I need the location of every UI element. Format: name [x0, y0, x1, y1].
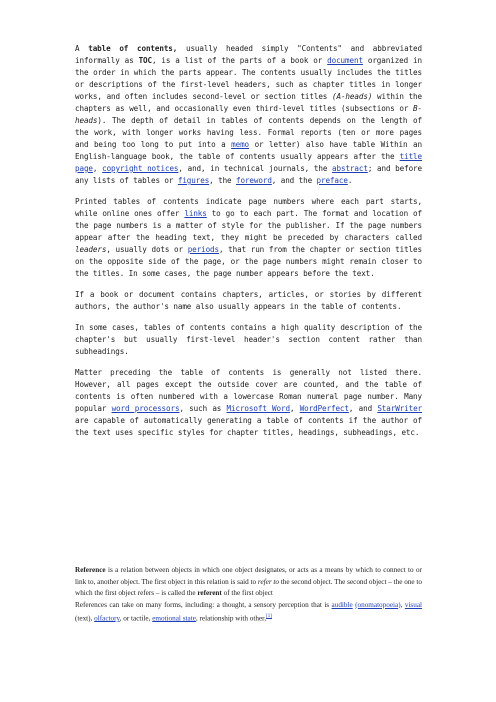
link-foreword[interactable]: foreword	[236, 176, 272, 185]
text-run: , or tactile,	[119, 614, 153, 623]
footnote-link[interactable]: [1]	[266, 614, 272, 619]
link-document[interactable]: document	[327, 56, 363, 65]
text-run: , is a list of the parts of a book or	[151, 56, 328, 65]
link-memo[interactable]: memo	[231, 140, 250, 149]
bold-term: table of contents,	[88, 44, 178, 53]
text-run: Printed tables of contents indicate page numbers where each part starts, while online ones offer	[75, 197, 422, 218]
text-run: , and, in technical journals, the	[178, 164, 333, 173]
text-run: is a relation between objects in which one object designates, or acts as a means by which to connect to or link to, another object. The first object in this relation is said to	[75, 566, 422, 586]
link-wordperfect[interactable]: WordPerfect	[299, 404, 349, 413]
link-emotional-state[interactable]: emotional state	[152, 614, 196, 623]
text-run: ). The depth of detail in tables of contents depends on the length of the work, with longer works having less. Formal reports (ten or more pages and being too long to put into a	[75, 116, 422, 149]
link-abstract[interactable]: abstract	[332, 164, 368, 173]
text-run: usually headed simply "Contents" and abbreviated informally as	[75, 44, 422, 65]
text-run: of the first object	[221, 589, 273, 597]
italic-term: refer to	[257, 577, 280, 586]
text-run: , that run from the chapter or section titles on the opposite side of the page, or the page numbers might remain closer to the titles. In some cases, the page number appears before the text.	[75, 245, 422, 278]
link-links[interactable]: links	[184, 209, 207, 218]
text-run: Matter preceding the table of contents is generally not listed there. However, all pages except the outside cover are counted, and the table of contents is often numbered with a lowercase Roman numeral page number. Many popular	[75, 368, 422, 413]
reference-paragraph-1	[75, 565, 422, 600]
link-audible[interactable]: audible	[331, 600, 353, 609]
link-visual[interactable]: visual	[404, 600, 423, 609]
text-run: within the chapters as well, and occasionally even third-level titles (subsections or	[75, 92, 422, 113]
text-run: (text),	[75, 614, 95, 623]
link-periods[interactable]: periods	[187, 245, 219, 254]
text-run: to go to each part. The format and location of the page numbers is a matter of style for the publisher. If the page numbers appear after the heading text, they might be preceded by characters called	[75, 209, 422, 242]
italic-term: leaders	[75, 245, 107, 254]
text-run: References can take on many forms, including: a thought, a sensory perception that is	[75, 600, 332, 609]
bold-abbreviation: TOC	[138, 56, 152, 65]
link-copyright-notices[interactable]: copyright notices	[102, 164, 179, 173]
text-run: the second object. The second object – the one to which the first object refers – is called the	[75, 577, 422, 597]
text-run: , and	[348, 404, 378, 413]
link-figures[interactable]: figures	[177, 176, 210, 185]
link-preface[interactable]: preface	[316, 176, 348, 185]
bold-term: Reference	[75, 566, 106, 574]
text-run: , usually dots or	[106, 245, 188, 254]
reference-section	[75, 565, 422, 625]
link-olfactory[interactable]: olfactory	[94, 614, 120, 623]
bold-term: referent	[197, 589, 222, 597]
text-run: ,	[92, 164, 103, 173]
toc-section	[75, 43, 422, 448]
text-run: , the	[209, 176, 237, 185]
text-run: organized in the order in which the parts appear. The contents usually includes the titles or descriptions of the first-level headers, such as chapter titles in longer works, and often includes second-level or section titles	[75, 56, 423, 101]
text-run: ,	[400, 600, 405, 609]
text-run: , relationship with other,	[195, 614, 267, 623]
toc-paragraph-2	[75, 196, 422, 280]
toc-paragraph-3: If a book or document contains chapters, articles, or stories by different authors, the author's name also usually appears in the table of contents.	[75, 290, 422, 311]
italic-term: B-heads	[75, 104, 422, 125]
text-run: , and the	[271, 176, 317, 185]
text-run: are capable of automatically generating a table of contents if the author of the text uses specific styles for chapter titles, headings, subheadings, etc.	[75, 416, 422, 437]
text-run: ,	[289, 404, 300, 413]
link-word-processors[interactable]: word processors	[111, 404, 180, 413]
toc-paragraph-5	[75, 367, 422, 439]
text-run: .	[347, 176, 353, 185]
toc-paragraph-4: In some cases, tables of contents contains a high quality description of the chapter's but usually first-level header's section content rather than subheadings.	[75, 323, 422, 356]
link-microsoft-word[interactable]: Microsoft Word	[226, 404, 290, 413]
link-onomatopoeia[interactable]: (onomatopoeia)	[355, 600, 401, 609]
text-run: or letter) also have table Within an English-language book, the table of contents usually appears after the	[75, 140, 422, 161]
text-run: A	[75, 44, 89, 53]
toc-paragraph-1	[75, 43, 422, 187]
text-run: ; and before any lists of tables or	[75, 164, 422, 185]
link-starwriter[interactable]: StarWriter	[377, 404, 423, 413]
italic-term: (A-heads)	[332, 92, 373, 101]
reference-paragraph-2	[75, 600, 422, 625]
link-title-page[interactable]: title page	[75, 152, 422, 173]
text-run: , such as	[179, 404, 227, 413]
